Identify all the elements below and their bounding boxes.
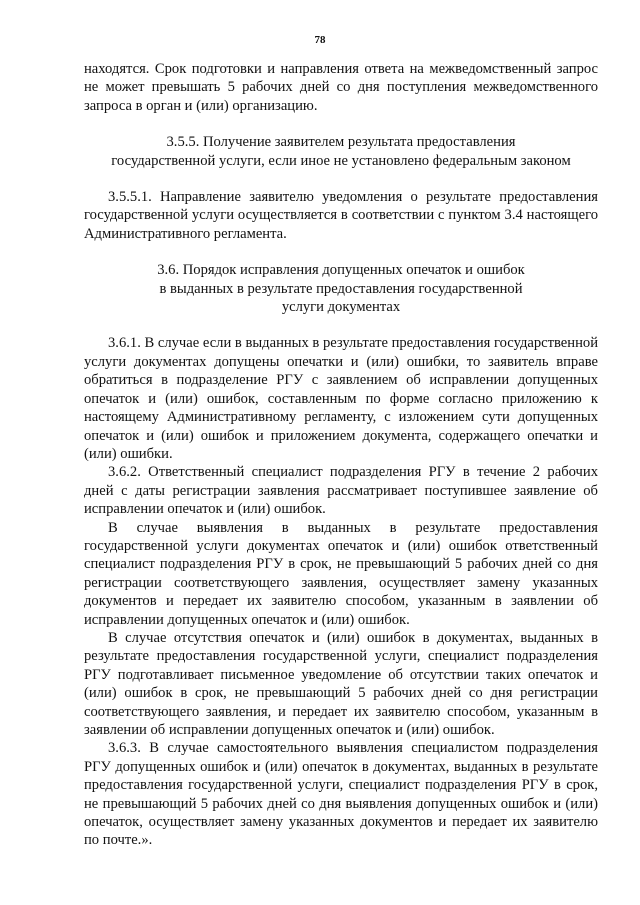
intro-paragraph: находятся. Срок подготовки и направления ответа на межведомственный запрос не может превышать 5 рабочих дней со дня поступления межведомственного запроса в орган и (или) организацию. (84, 61, 598, 114)
section-355-heading-line2: государственной услуги, если иное не установлено федеральным законом (111, 152, 571, 169)
page-content (84, 60, 598, 850)
paragraph-362-errors-absent: В случае отсутствия опечаток и (или) ошибок в документах, выданных в результате предоставления государственной услуги, специалист подразделения РГУ подготавливает письменное уведомление об отсутствии таких опечаток и (или) ошибок в срок, не превышающий 5 рабочих дней со дня регистрации соответствующего заявления, и передает их заявителю способом, указанным в заявлении об исправлении допущенных опечаток и (или) ошибок. (84, 629, 598, 738)
section-355-heading-line1: 3.5.5. Получение заявителем результата предоставления (166, 134, 516, 151)
section-36-heading-line1: 3.6. Порядок исправления допущенных опечаток и ошибок (157, 262, 525, 279)
paragraph-3551: 3.5.5.1. Направление заявителю уведомления о результате предоставления государственной услуги осуществляется в соответствии с пунктом 3.4 настоящего Административного регламента. (84, 189, 598, 242)
section-36-heading-line2: в выданных в результате предоставления государственной (159, 280, 523, 297)
paragraph-361: 3.6.1. В случае если в выданных в результате предоставления государственной услуги документах допущены опечатки и (или) ошибки, то заявитель вправе обратиться в подразделение РГУ с заявлением об исправлении допущенных опечаток и (или) ошибок, составленным по форме согласно приложению к настоящему Административному регламенту, с изложением сути допущенных опечаток и (или) ошибок и приложением документа, содержащего опечатки и (или) ошибки. (84, 335, 599, 462)
paragraph-363: 3.6.3. В случае самостоятельного выявления специалистом подразделения РГУ допущенных ошибок и (или) опечаток в документах, выданных в результате предоставления государственной услуги, специалист подразделения РГУ в срок, не превышающий 5 рабочих дней со дня выявления допущенных ошибок и (или) опечаток, осуществляет замену указанных документов и передает их заявителю по почте.». (84, 740, 598, 849)
paragraph-362-errors-detected: В случае выявления в выданных в результате предоставления государственной услуги документах опечаток и (или) ошибок ответственный специалист подразделения РГУ в срок, не превышающий 5 рабочих дней со дня регистрации соответствующего заявления, осуществляет замену указанных документов и передает их заявителю способом, указанным в заявлении об исправлении допущенных опечаток и (или) ошибок. (84, 519, 598, 628)
paragraph-362: 3.6.2. Ответственный специалист подразделения РГУ в течение 2 рабочих дней с даты регистрации заявления рассматривает поступившее заявление об исправлении опечаток и (или) ошибок. (84, 464, 598, 518)
section-36-heading-line3: услуги документах (281, 299, 401, 316)
page-number: 78 (314, 34, 326, 46)
